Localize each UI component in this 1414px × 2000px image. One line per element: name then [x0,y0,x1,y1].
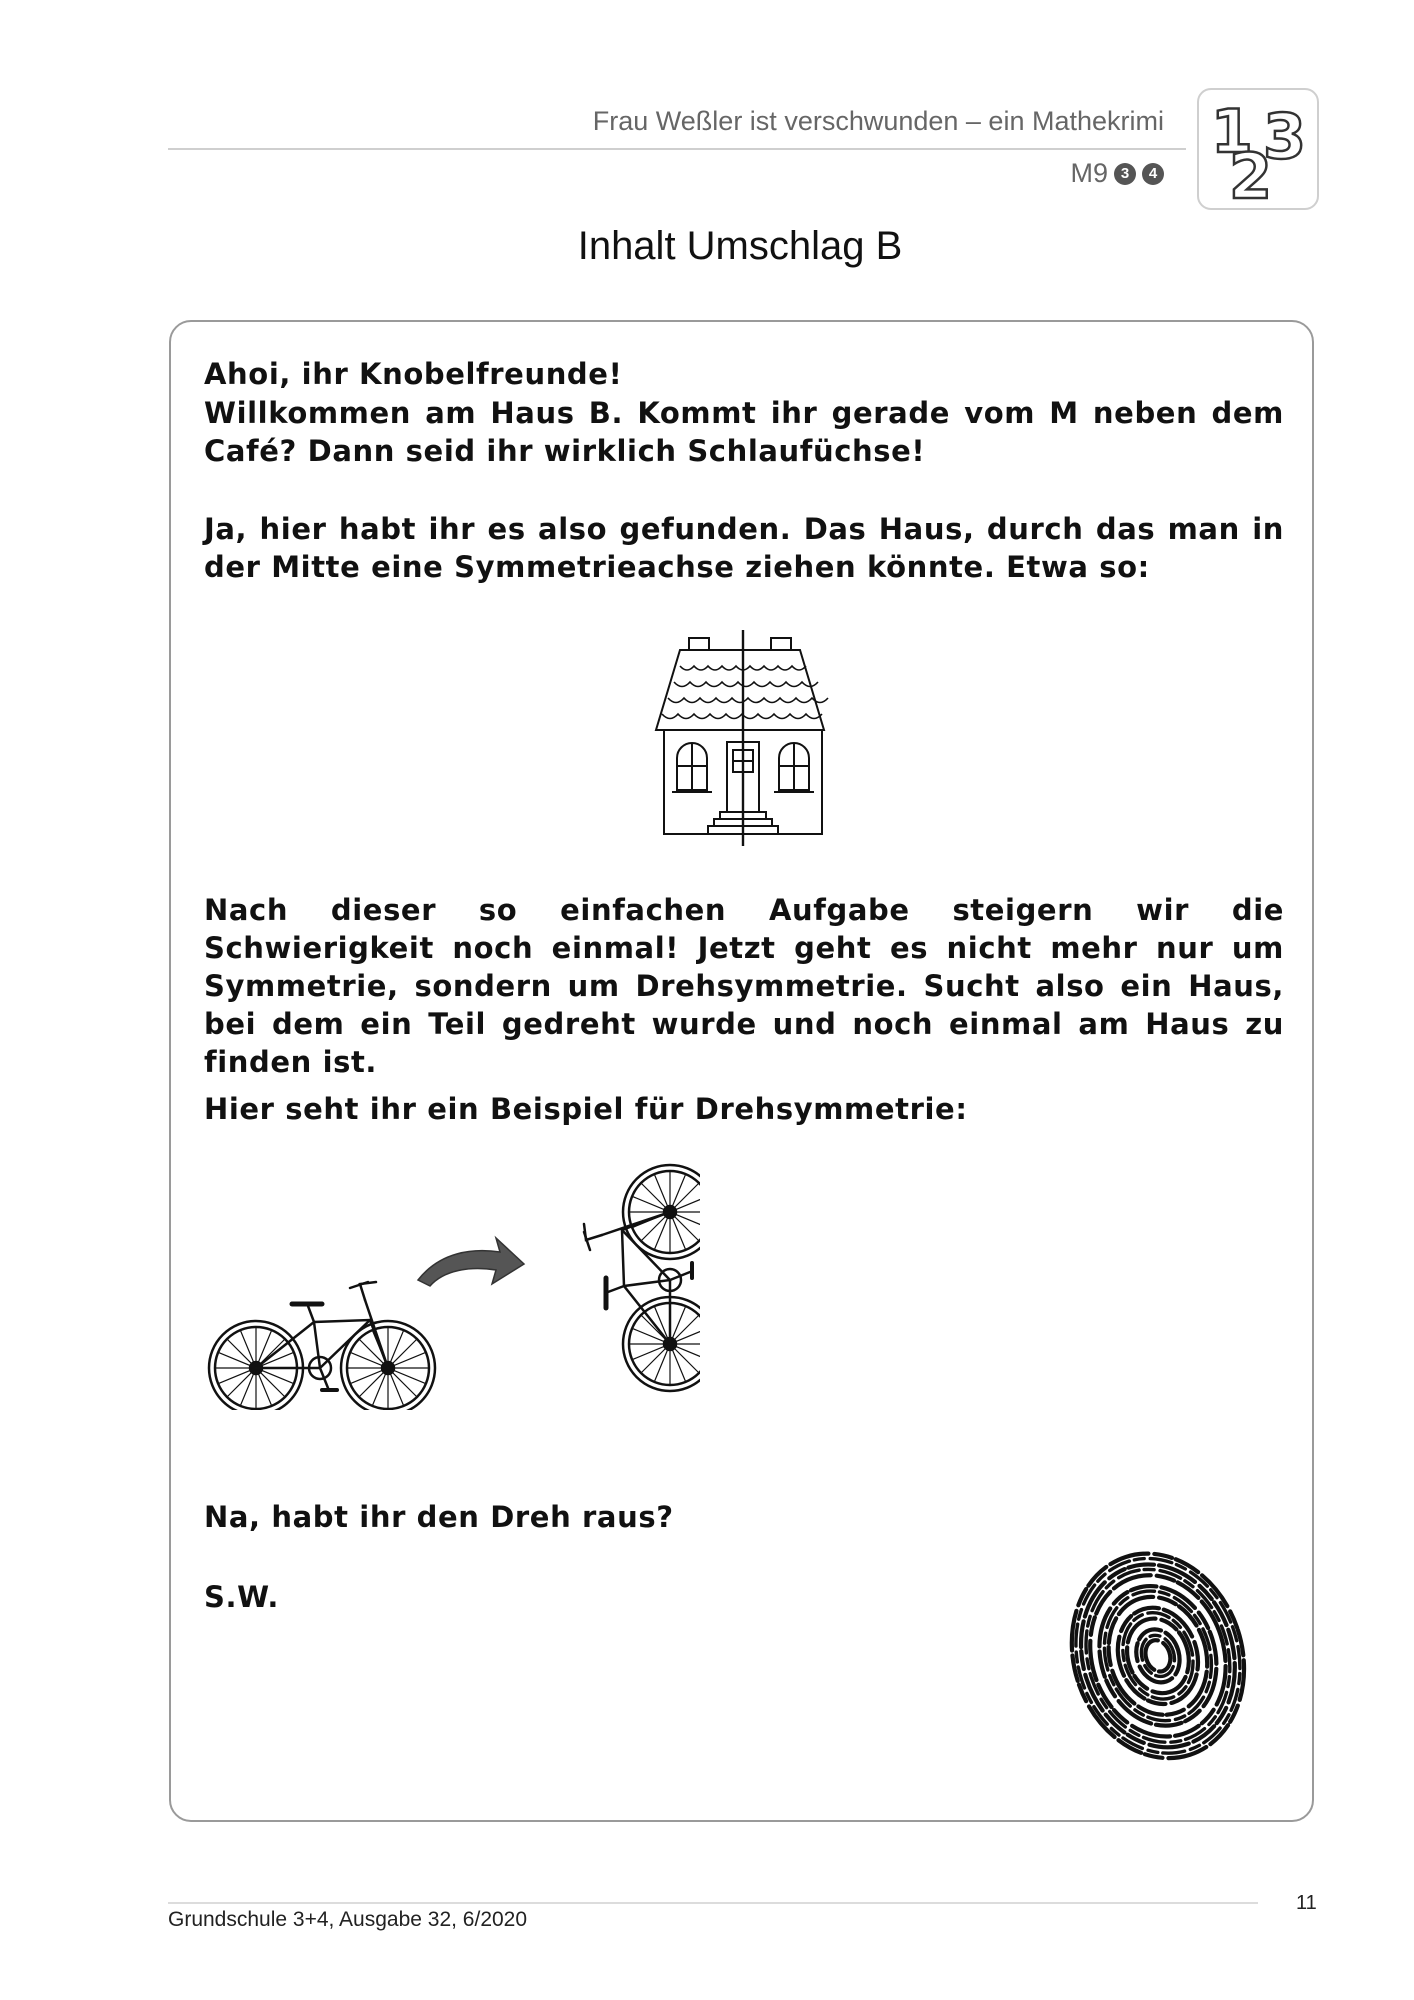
footer-publication: Grundschule 3+4, Ausgabe 32, 6/2020 [168,1908,528,1931]
letter-paragraph-4: Hier seht ihr ein Beispiel für Drehsymmetrie: [204,1092,968,1126]
letter-paragraph-1: Willkommen am Haus B. Kommt ihr gerade vom M neben dem Café? Dann seid ihr wirklich Schlaufüchse! [204,396,1284,468]
page-number: 11 [1296,1892,1317,1914]
level-badge-3: 3 [1114,163,1136,185]
letter-paragraph-3: Nach dieser so einfachen Aufgabe steigern wir die Schwierigkeit noch einmal! Jetzt geht es nicht mehr nur um Symmetrie, sondern um Drehsymmetrie. Sucht also ein Haus, bei dem ein Teil gedreht wurde und noch einmal am Haus zu finden ist. [204,893,1284,1079]
level-badge-4: 4 [1142,163,1164,185]
logo-digit-3: 3 [1263,100,1307,173]
letter-signature: S.W. [204,1580,279,1614]
letter-greeting: Ahoi, ihr Knobelfreunde! [204,357,623,391]
series-title: Frau Weßler ist verschwunden – ein Mathekrimi [592,106,1164,136]
logo-123 [1197,88,1319,210]
house-symmetry-illustration [648,630,838,846]
fingerprint-icon [1052,1528,1262,1778]
header-divider [168,148,1186,150]
rotation-example-illustration [200,1160,700,1410]
footer-divider [168,1902,1258,1904]
logo-digit-2: 2 [1229,140,1273,208]
material-code: M9 [1070,158,1108,188]
logo-digit-1: 1 [1211,97,1253,167]
letter-paragraph-2: Ja, hier habt ihr es also gefunden. Das Haus, durch das man in der Mitte eine Symmetrieachse ziehen könnte. Etwa so: [204,512,1284,584]
page-title: Inhalt Umschlag B [577,224,903,268]
logo-123-icon [1199,90,1317,208]
material-code-row [1070,158,1164,189]
letter-question: Na, habt ihr den Dreh raus? [204,1500,674,1534]
